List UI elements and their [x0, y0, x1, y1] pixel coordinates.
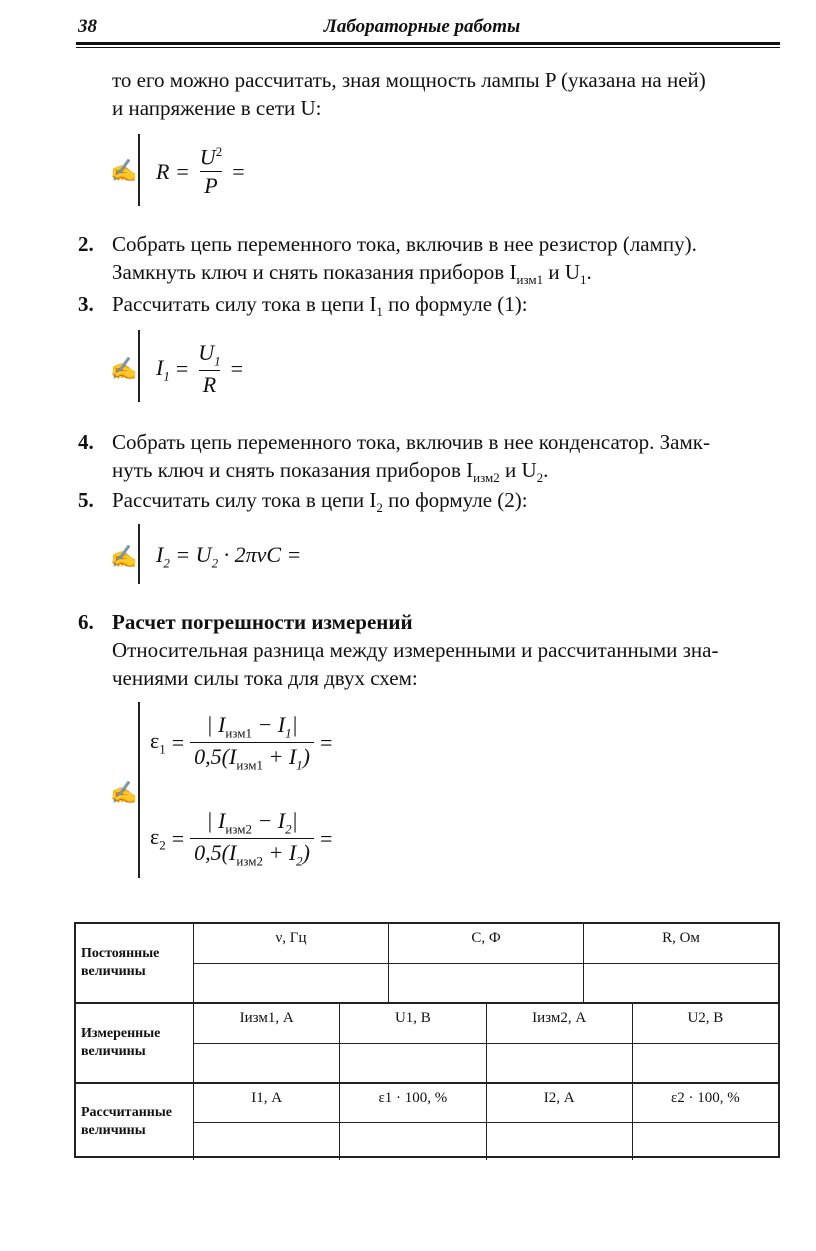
step-6-number: 6.	[78, 610, 94, 634]
value-cell-I-meas-1[interactable]	[194, 1044, 340, 1083]
row-label-calculated: Рассчитанные величины	[76, 1084, 194, 1160]
formula-I1: $I_1$ = $\frac{U_1}{R}$ =	[156, 340, 244, 398]
value-cell-nu[interactable]	[194, 964, 389, 1003]
table-section-measured	[76, 1004, 778, 1084]
col-header-I1: I1, А	[194, 1084, 340, 1122]
intro-line-1: то его можно рассчитать, зная мощность лампы P (указана на ней)	[112, 68, 706, 92]
step-4-line-1: Собрать цепь переменного тока, включив в нее конденсатор. Замк-	[112, 430, 710, 454]
value-cell-I2[interactable]	[487, 1123, 633, 1161]
col-header-I-meas-1: Iизм1, А	[194, 1004, 340, 1043]
formula-I1-fraction: $\frac{U_1}{R}$	[198, 340, 221, 398]
running-title: Лабораторные работы	[323, 16, 521, 37]
formula-bracket	[138, 524, 140, 584]
row-label-measured: Измеренные величины	[76, 1004, 194, 1082]
formula-R-den: P	[200, 171, 221, 199]
results-table	[74, 922, 780, 1158]
formula-epsilon-1: $\varepsilon_1$ = $\frac{| I_{изм1} - I_1|}{0,5(I_{изм1} + I_1)}$ =	[150, 712, 333, 773]
table-section-constants	[76, 924, 778, 1004]
row-label-constants: Постоянные величины	[76, 924, 194, 1002]
value-cell-I-meas-2[interactable]	[487, 1044, 633, 1083]
header-rule-thin	[76, 47, 780, 48]
pen-icon: ✍	[110, 544, 138, 569]
value-cell-R[interactable]	[584, 964, 778, 1003]
formula-bracket	[138, 702, 140, 878]
col-header-I-meas-2: Iизм2, А	[487, 1004, 633, 1043]
formula-R-num: U	[199, 144, 216, 170]
step-5-line-1: Рассчитать силу тока в цепи $I_2$ по формуле (2):	[112, 488, 528, 516]
col-header-U1: U1, В	[340, 1004, 486, 1043]
value-cell-eps2[interactable]	[633, 1123, 778, 1161]
formula-R-lhs: R =	[156, 158, 190, 184]
value-cell-U2[interactable]	[633, 1044, 778, 1083]
formula-bracket	[138, 330, 140, 402]
step-6-line-1: Относительная разница между измеренными и рассчитанными зна-	[112, 638, 719, 662]
step-3-number: 3.	[78, 292, 94, 316]
step-2-number: 2.	[78, 232, 94, 256]
header-rule	[76, 42, 780, 45]
page-number: 38	[78, 16, 97, 37]
step-3-line-1: Рассчитать силу тока в цепи $I_1$ по формуле (1):	[112, 292, 528, 320]
pen-icon: ✍	[110, 780, 138, 805]
formula-R-exp: 2	[215, 144, 223, 159]
col-header-eps1: ε1 · 100, %	[340, 1084, 486, 1122]
value-cell-C[interactable]	[389, 964, 584, 1003]
col-header-C: C, Ф	[389, 924, 584, 963]
value-cell-I1[interactable]	[194, 1123, 340, 1161]
formula-R-tail: =	[232, 158, 245, 184]
pen-icon: ✍	[110, 356, 138, 381]
col-header-eps2: ε2 · 100, %	[670, 1090, 740, 1106]
formula-I2: $I_2 = U_2 \cdot 2\pi\nu C$ =	[156, 542, 302, 571]
value-cell-eps1[interactable]	[340, 1123, 486, 1161]
step-4-line-2: нуть ключ и снять показания приборов $I_{изм2}$ и $U_2$.	[112, 458, 549, 486]
col-header-R: R, Ом	[662, 930, 700, 946]
value-cell-U1[interactable]	[340, 1044, 486, 1083]
formula-epsilon-2: $\varepsilon_2$ = $\frac{| I_{изм2} - I_2|}{0,5(I_{изм2} + I_2)}$ =	[150, 808, 333, 869]
table-section-calculated	[76, 1084, 778, 1160]
step-5-number: 5.	[78, 488, 94, 512]
pen-icon: ✍	[110, 158, 138, 183]
step-6-heading: Расчет погрешности измерений	[112, 610, 413, 634]
step-6-line-2: чениями силы тока для двух схем:	[112, 666, 418, 690]
col-header-nu: ν, Гц	[194, 924, 389, 963]
step-2-line-1: Собрать цепь переменного тока, включив в нее резистор (лампу).	[112, 232, 697, 256]
col-header-I2: I2, А	[487, 1084, 633, 1122]
col-header-U2: U2, В	[687, 1010, 724, 1026]
step-2-line-2: Замкнуть ключ и снять показания приборов $I_{изм1}$ и $U_1$.	[112, 260, 592, 288]
step-4-number: 4.	[78, 430, 94, 454]
formula-R	[156, 144, 245, 199]
intro-line-2: и напряжение в сети U:	[112, 96, 322, 120]
formula-R-fraction	[196, 144, 226, 199]
formula-bracket	[138, 134, 140, 206]
